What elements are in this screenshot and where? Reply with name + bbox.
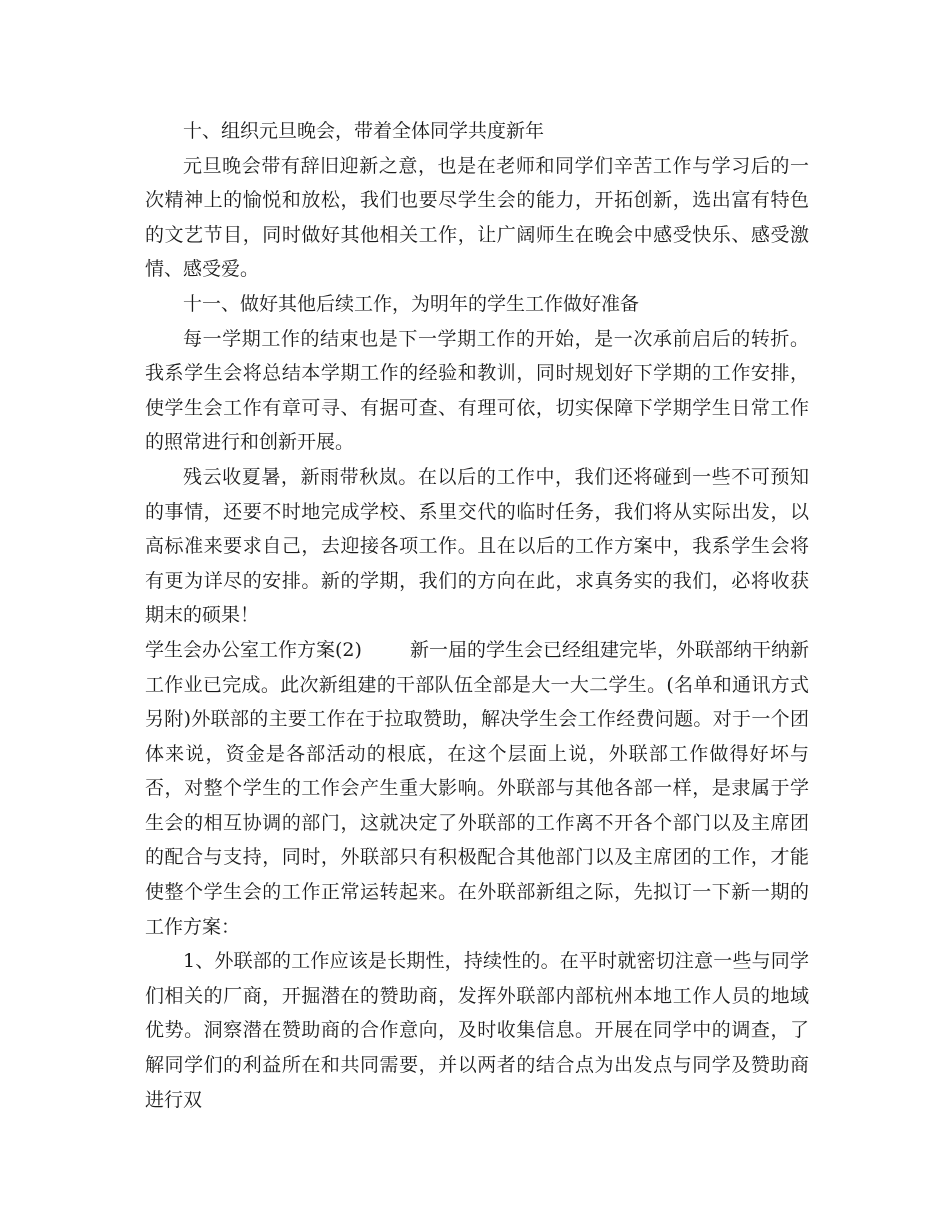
closing-paragraph: 残云收夏暑，新雨带秋岚。在以后的工作中，我们还将碰到一些不可预知的事情，还要不时地完成学校、系里交代的临时任务，我们将从实际出发，以高标准来要求自己，去迎接各项工作。且在以后的工作方案中，我系学生会将有更为详尽的安排。新的学期，我们的方向在此，求真务实的我们，必将收获期末的硕果！: [145, 465, 809, 627]
plan-2-title: 学生会办公室工作方案(2): [145, 638, 362, 661]
section-11-paragraph: 每一学期工作的结束也是下一学期工作的开始，是一次承前启后的转折。我系学生会将总结本学期工作的经验和教训，同时规划好下学期的工作安排，使学生会工作有章可寻、有据可查、有理可依，切实保障下学期学生日常工作的照常进行和创新开展。: [145, 327, 809, 454]
section-11-heading: 十一、做好其他后续工作，为明年的学生工作做好准备: [183, 292, 640, 315]
plan-2-intro: 新一届的学生会已经组建完毕，外联部纳干纳新工作业已完成。此次新组建的干部队伍全部是大一大二学生。(名单和通讯方式另附)外联部的主要工作在于拉取赞助，解决学生会工作经费问题。对于一个团体来说，资金是各部活动的根底，在这个层面上说，外联部工作做得好坏与否，对整个学生的工作会产生重大影响。外联部与其他各部一样，是隶属于学生会的相互协调的部门，这就决定了外联部的工作离不开各个部门以及主席团的配合与支持，同时，外联部只有积极配合其他部门以及主席团的工作，才能使整个学生会的工作正常运转起来。在外联部新组之际，先拟订一下新一期的工作方案：: [145, 638, 809, 938]
section-10-heading: 十、组织元旦晚会，带着全体同学共度新年: [183, 120, 545, 142]
plan-2-item-1: 1、外联部的工作应该是长期性，持续性的。在平时就密切注意一些与同学们相关的厂商，开掘潜在的赞助商，发挥外联部内部杭州本地工作人员的地域优势。洞察潜在赞助商的合作意向，及时收集信息。开展在同学中的调查，了解同学们的利益所在和共同需要，并以两者的结合点为出发点与同学及赞助商进行双: [145, 950, 809, 1111]
section-10-paragraph: 元旦晚会带有辞旧迎新之意，也是在老师和同学们辛苦工作与学习后的一次精神上的愉悦和放松，我们也要尽学生会的能力，开拓创新，选出富有特色的文艺节目，同时做好其他相关工作，让广阔师生在晚会中感受快乐、感受激情、感受爱。: [145, 154, 809, 281]
document-body: [145, 114, 809, 1117]
plan-2-paragraph: [145, 633, 809, 944]
